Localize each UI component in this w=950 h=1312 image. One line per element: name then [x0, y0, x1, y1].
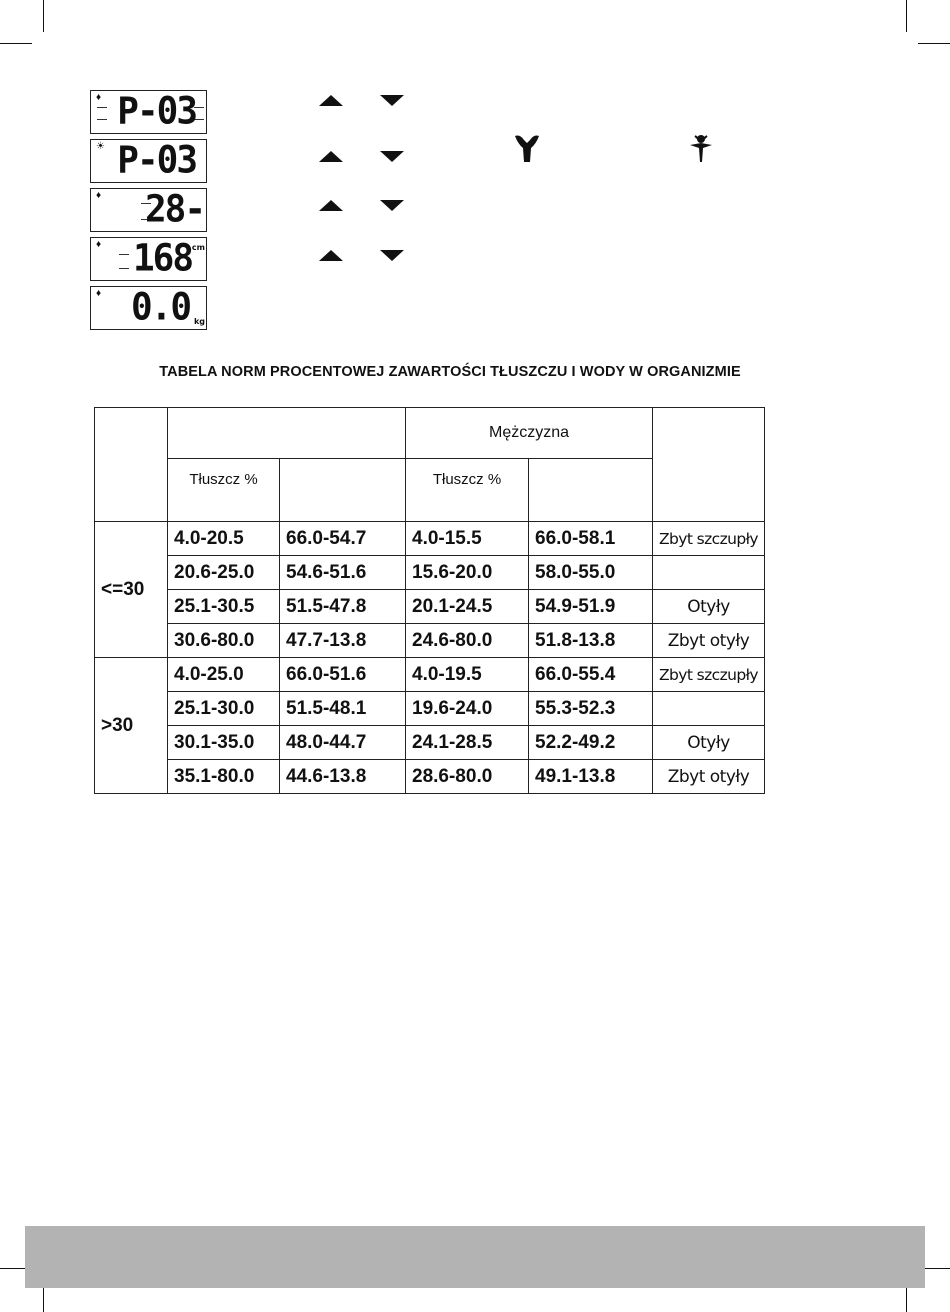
crop-mark — [43, 0, 44, 32]
cell-fat-woman: 25.1-30.0 — [168, 692, 280, 726]
male-figure-icon — [514, 134, 540, 164]
lcd-display-profile-confirm — [90, 139, 207, 183]
lcd-display-height — [90, 237, 207, 281]
person-icon: ♦ — [96, 92, 102, 103]
blink-ray — [97, 107, 107, 108]
cell-fat-man: 4.0-15.5 — [406, 522, 529, 556]
blink-ray — [119, 254, 129, 255]
cell-water-woman: 51.5-47.8 — [280, 590, 406, 624]
cell-water-woman: 44.6-13.8 — [280, 760, 406, 794]
lcd-digits: P-03 — [117, 139, 196, 182]
cell-fat-woman: 4.0-25.0 — [168, 658, 280, 692]
crop-mark — [918, 43, 950, 44]
cell-status: Otyły — [653, 726, 765, 760]
lcd-unit: cm — [191, 243, 205, 252]
cell-water-woman: 66.0-54.7 — [280, 522, 406, 556]
header-cell-woman — [168, 408, 406, 459]
down-arrow-icon — [380, 200, 404, 211]
cell-fat-man: 24.1-28.5 — [406, 726, 529, 760]
lcd-digits: 168 — [132, 237, 192, 280]
cell-water-man: 52.2-49.2 — [529, 726, 653, 760]
table-row — [95, 726, 765, 760]
down-arrow-icon — [380, 151, 404, 162]
down-arrow-icon — [380, 95, 404, 106]
person-icon: ♦ — [96, 190, 102, 201]
cell-fat-man: 28.6-80.0 — [406, 760, 529, 794]
cell-water-man: 66.0-55.4 — [529, 658, 653, 692]
cell-water-man: 54.9-51.9 — [529, 590, 653, 624]
header-cell-age — [95, 408, 168, 522]
table-row — [95, 692, 765, 726]
table-row — [95, 590, 765, 624]
cell-status: Zbyt szczupły — [653, 522, 765, 556]
cell-fat-woman: 30.6-80.0 — [168, 624, 280, 658]
cell-water-man: 66.0-58.1 — [529, 522, 653, 556]
cell-status: Zbyt szczupły — [653, 658, 765, 692]
lcd-display-age — [90, 188, 207, 232]
cell-fat-man: 19.6-24.0 — [406, 692, 529, 726]
header-cell-man: Mężczyzna — [406, 408, 653, 459]
up-arrow-icon — [319, 95, 343, 106]
cell-water-man: 51.8-13.8 — [529, 624, 653, 658]
table-title: TABELA NORM PROCENTOWEJ ZAWARTOŚCI TŁUSZCZU I WODY W ORGANIZMIE — [159, 364, 741, 380]
table-row — [95, 624, 765, 658]
cell-water-man: 49.1-13.8 — [529, 760, 653, 794]
cell-fat-woman: 35.1-80.0 — [168, 760, 280, 794]
cell-water-man: 55.3-52.3 — [529, 692, 653, 726]
body-composition-norms-table — [94, 407, 765, 794]
age-group-label: >30 — [95, 658, 168, 794]
footer-band — [25, 1226, 925, 1288]
up-arrow-icon — [319, 250, 343, 261]
up-arrow-icon — [319, 200, 343, 211]
cell-fat-man: 4.0-19.5 — [406, 658, 529, 692]
cell-status: Otyły — [653, 590, 765, 624]
crop-mark — [906, 0, 907, 32]
up-arrow-icon — [319, 151, 343, 162]
lcd-display-weight — [90, 286, 207, 330]
header-water-man — [529, 459, 653, 522]
header-fat-woman: Tłuszcz % — [168, 459, 280, 522]
cell-fat-woman: 30.1-35.0 — [168, 726, 280, 760]
cell-fat-woman: 25.1-30.5 — [168, 590, 280, 624]
cell-water-man: 58.0-55.0 — [529, 556, 653, 590]
down-arrow-icon — [380, 250, 404, 261]
blink-ray — [97, 119, 107, 120]
crop-mark — [0, 43, 32, 44]
lcd-unit: kg — [193, 317, 205, 326]
cell-water-woman: 48.0-44.7 — [280, 726, 406, 760]
table-header-row — [95, 408, 765, 459]
cell-water-woman: 66.0-51.6 — [280, 658, 406, 692]
header-cell-status — [653, 408, 765, 522]
age-group-label: <=30 — [95, 522, 168, 658]
table-row — [95, 522, 765, 556]
cell-fat-woman: 20.6-25.0 — [168, 556, 280, 590]
person-icon: ♦ — [96, 288, 102, 299]
table-row — [95, 658, 765, 692]
lcd-digits: 0.0 — [130, 286, 190, 329]
cell-water-woman: 51.5-48.1 — [280, 692, 406, 726]
cell-water-woman: 47.7-13.8 — [280, 624, 406, 658]
female-figure-icon — [686, 134, 716, 164]
cell-status: Zbyt otyły — [653, 760, 765, 794]
cell-status — [653, 556, 765, 590]
cell-water-woman: 54.6-51.6 — [280, 556, 406, 590]
header-water-woman — [280, 459, 406, 522]
cell-status: Zbyt otyły — [653, 624, 765, 658]
header-fat-man: Tłuszcz % — [406, 459, 529, 522]
cell-status — [653, 692, 765, 726]
lcd-digits: 28- — [144, 188, 204, 231]
sun-icon: ☀ — [96, 141, 105, 152]
cell-fat-man: 24.6-80.0 — [406, 624, 529, 658]
lcd-display-profile — [90, 90, 207, 134]
cell-fat-man: 15.6-20.0 — [406, 556, 529, 590]
table-row — [95, 760, 765, 794]
person-icon: ♦ — [96, 239, 102, 250]
lcd-digits: P-03 — [117, 90, 196, 133]
cell-fat-man: 20.1-24.5 — [406, 590, 529, 624]
blink-ray — [119, 268, 129, 269]
cell-fat-woman: 4.0-20.5 — [168, 522, 280, 556]
table-row — [95, 556, 765, 590]
